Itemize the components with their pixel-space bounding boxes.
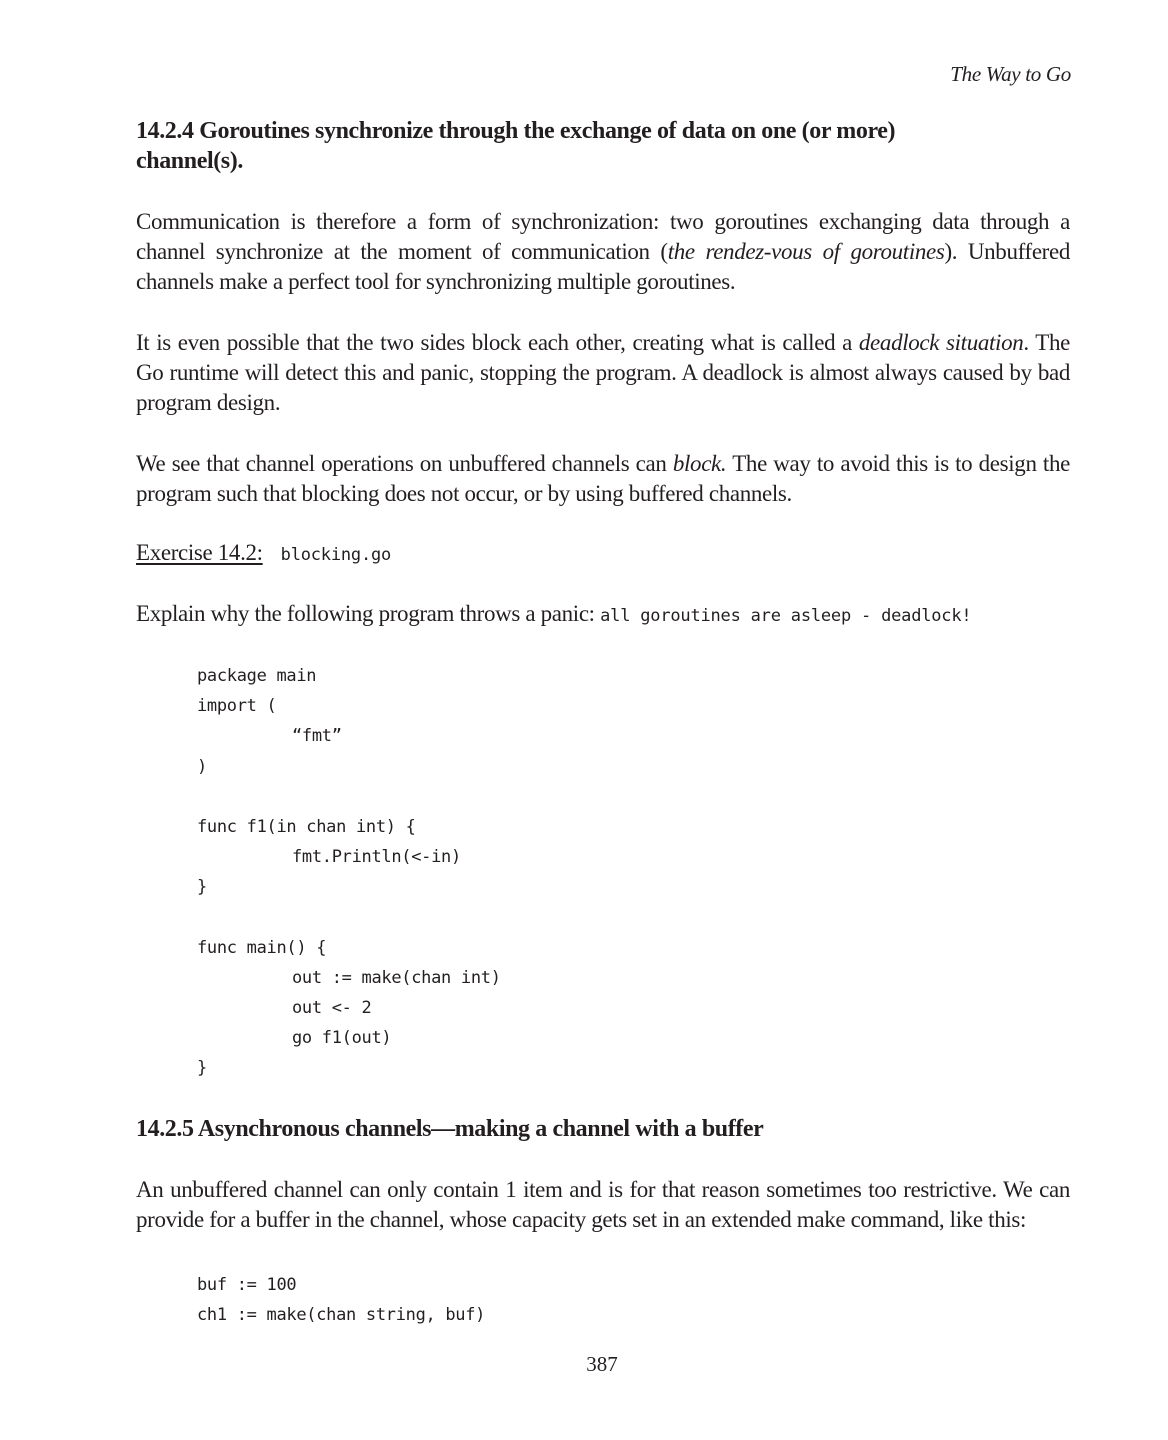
code-block-buffer	[197, 1270, 485, 1330]
prompt-text: Explain why the following program throws a panic:	[136, 601, 601, 626]
code-line: package main	[197, 666, 317, 686]
exercise-filename: blocking.go	[280, 545, 392, 565]
section-heading-14-2-5: 14.2.5 Asynchronous channels—making a channel with a buffer	[136, 1116, 764, 1142]
code-line: func f1(in chan int) {	[197, 816, 416, 837]
code-line: }	[197, 1058, 207, 1079]
code-block-blocking-go	[197, 661, 501, 1084]
para-emphasis: deadlock situation	[858, 330, 1024, 355]
exercise-prompt	[136, 599, 1070, 631]
code-line: )	[197, 756, 207, 777]
para-text: ). Unbuffered channels make a perfect tool for synchronizing multiple goroutines.	[136, 239, 1070, 294]
code-line: buf := 100	[197, 1275, 297, 1295]
para-text: It is even possible that the two sides block each other, creating what is called a	[136, 330, 859, 355]
para-text: Communication is therefore a form of synchronization: two goroutines exchanging data through a channel synchronize at the moment of communication (	[136, 209, 1070, 264]
code-line	[197, 782, 501, 812]
code-line: fmt.Println(<-in)	[292, 847, 461, 868]
paragraph-communication	[136, 207, 1070, 297]
exercise-title	[136, 540, 391, 566]
heading-line-1: 14.2.4 Goroutines synchronize through the exchange of data on one (or more)	[136, 118, 896, 144]
paragraph-blocking	[136, 449, 1070, 509]
para-emphasis: block.	[672, 451, 727, 476]
paragraph-deadlock	[136, 328, 1070, 418]
para-text: . The Go runtime will detect this and panic, stopping the program. A deadlock is almost always caused by bad program design.	[136, 330, 1071, 415]
code-line: out <- 2	[292, 998, 372, 1019]
para-text: We see that channel operations on unbuffered channels can	[136, 451, 673, 476]
heading-line-2: channel(s).	[136, 148, 243, 174]
code-line	[197, 903, 501, 933]
section-heading-14-2-4	[136, 116, 1076, 176]
code-line: func main() {	[197, 937, 327, 958]
code-line: “fmt”	[292, 726, 342, 747]
code-line: go f1(out)	[292, 1028, 392, 1049]
page-number: 387	[586, 1352, 618, 1376]
paragraph-buffered-channels: An unbuffered channel can only contain 1 item and is for that reason sometimes too restrictive. We can provide for a buffer in the channel, whose capacity gets set in an extended make command, like this:	[136, 1177, 1070, 1232]
running-header: The Way to Go	[950, 62, 1071, 86]
code-line: ch1 := make(chan string, buf)	[197, 1305, 486, 1326]
para-emphasis: the rendez-vous of goroutines	[667, 239, 945, 264]
code-line: }	[197, 877, 207, 898]
code-line: out := make(chan int)	[292, 967, 501, 988]
para-text: The way to avoid this is to design the program such that blocking does not occur, or by using buffered channels.	[136, 451, 1070, 506]
exercise-label: Exercise 14.2:	[136, 540, 263, 565]
code-line: import (	[197, 696, 277, 717]
prompt-code: all goroutines are asleep - deadlock!	[600, 606, 972, 626]
